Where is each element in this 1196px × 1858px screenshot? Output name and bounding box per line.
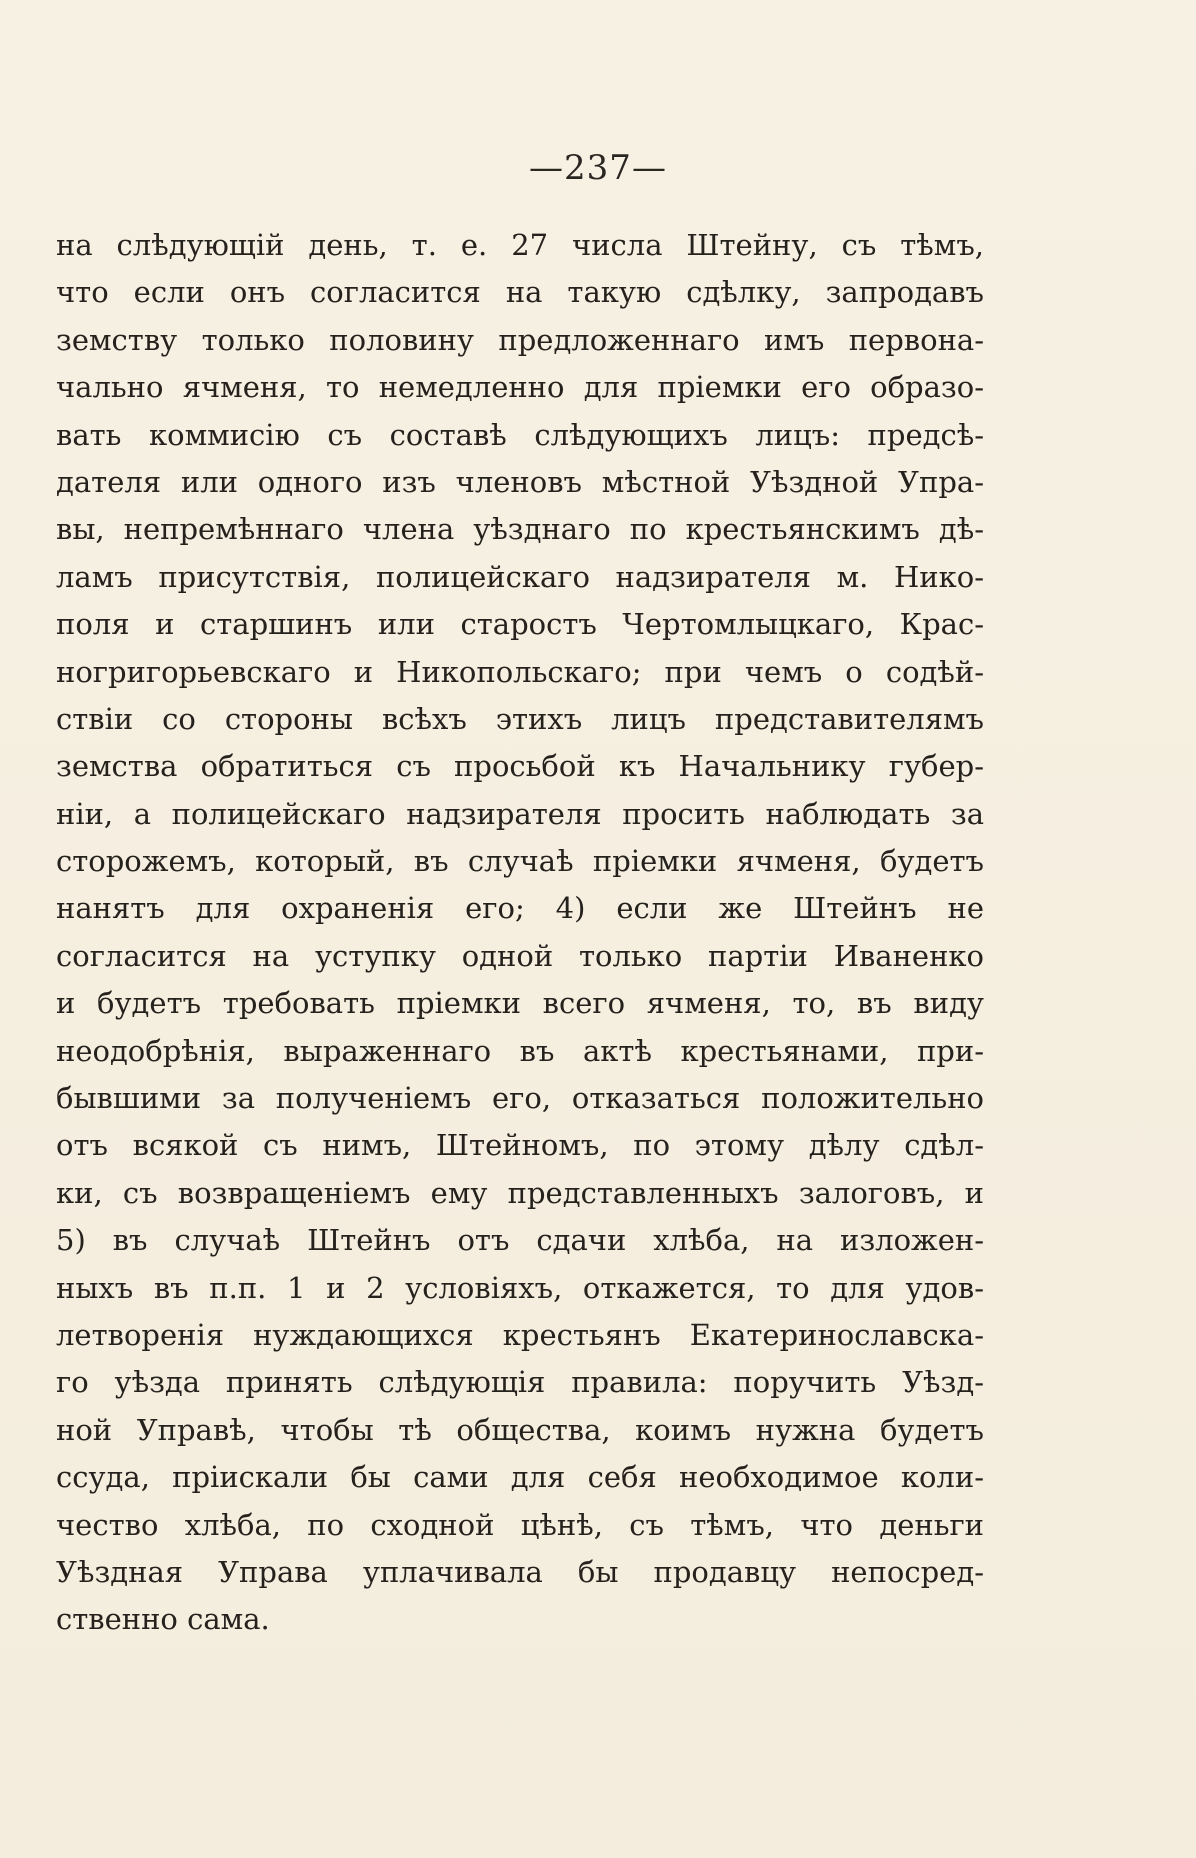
text-line: бывшими за полученіемъ его, отказаться положительно	[56, 1081, 984, 1116]
text-line: нанятъ для охраненія его; 4) если же Штейнъ не	[56, 891, 984, 926]
text-line: ламъ присутствія, полицейскаго надзирателя м. Нико-	[56, 559, 984, 594]
text-line: поля и старшинъ или старостъ Чертомлыцкаго, Крас-	[56, 607, 984, 642]
text-line: чально ячменя, то немедленно для пріемки его образо-	[56, 370, 984, 405]
text-line: го уѣзда принять слѣдующія правила: поручить Уѣзд-	[56, 1365, 984, 1400]
text-line: ственно сама.	[56, 1602, 270, 1637]
text-line: неодобрѣнія, выраженнаго въ актѣ крестьянами, при-	[56, 1033, 984, 1068]
text-line: 5) въ случаѣ Штейнъ отъ сдачи хлѣба, на изложен-	[56, 1223, 984, 1258]
text-line: и будетъ требовать пріемки всего ячменя, то, въ виду	[56, 986, 984, 1021]
text-line: земства обратиться съ просьбой къ Начальнику губер-	[56, 749, 984, 784]
text-line: летворенія нуждающихся крестьянъ Екатеринославска-	[56, 1317, 984, 1352]
text-line: дателя или одного изъ членовъ мѣстной Уѣздной Упра-	[56, 464, 984, 499]
page-number: —237—	[529, 148, 667, 188]
body-text	[56, 222, 984, 1644]
text-line: ніи, а полицейскаго надзирателя просить наблюдать за	[56, 796, 984, 831]
text-line: ныхъ въ п.п. 1 и 2 условіяхъ, откажется, то для удов-	[56, 1270, 984, 1305]
text-line: ки, съ возвращеніемъ ему представленныхъ залоговъ, и	[56, 1175, 984, 1210]
text-line: согласится на уступку одной только партіи Иваненко	[56, 938, 984, 973]
text-line: ногригорьевскаго и Никопольскаго; при чемъ о содѣй-	[56, 654, 984, 689]
text-line: ссуда, пріискали бы сами для себя необходимое коли-	[56, 1460, 984, 1495]
text-line: ствіи со стороны всѣхъ этихъ лицъ представителямъ	[56, 701, 984, 736]
text-line: сторожемъ, который, въ случаѣ пріемки ячменя, будетъ	[56, 844, 984, 879]
text-line: вы, непремѣннаго члена уѣзднаго по крестьянскимъ дѣ-	[56, 512, 984, 547]
text-line: вать коммисію съ составѣ слѣдующихъ лицъ: предсѣ-	[56, 417, 984, 452]
text-line: Уѣздная Управа уплачивала бы продавцу непосред-	[56, 1554, 984, 1589]
text-line: на слѣдующій день, т. е. 27 числа Штейну, съ тѣмъ,	[56, 228, 984, 262]
text-line: отъ всякой съ нимъ, Штейномъ, по этому дѣлу сдѣл-	[56, 1128, 984, 1163]
text-line: земству только половину предложеннаго имъ первона-	[56, 322, 984, 357]
text-line: ной Управѣ, чтобы тѣ общества, коимъ нужна будетъ	[56, 1412, 984, 1447]
text-line: чество хлѣба, по сходной цѣнѣ, съ тѣмъ, что деньги	[56, 1507, 984, 1542]
text-line: что если онъ согласится на такую сдѣлку, запродавъ	[56, 275, 984, 310]
